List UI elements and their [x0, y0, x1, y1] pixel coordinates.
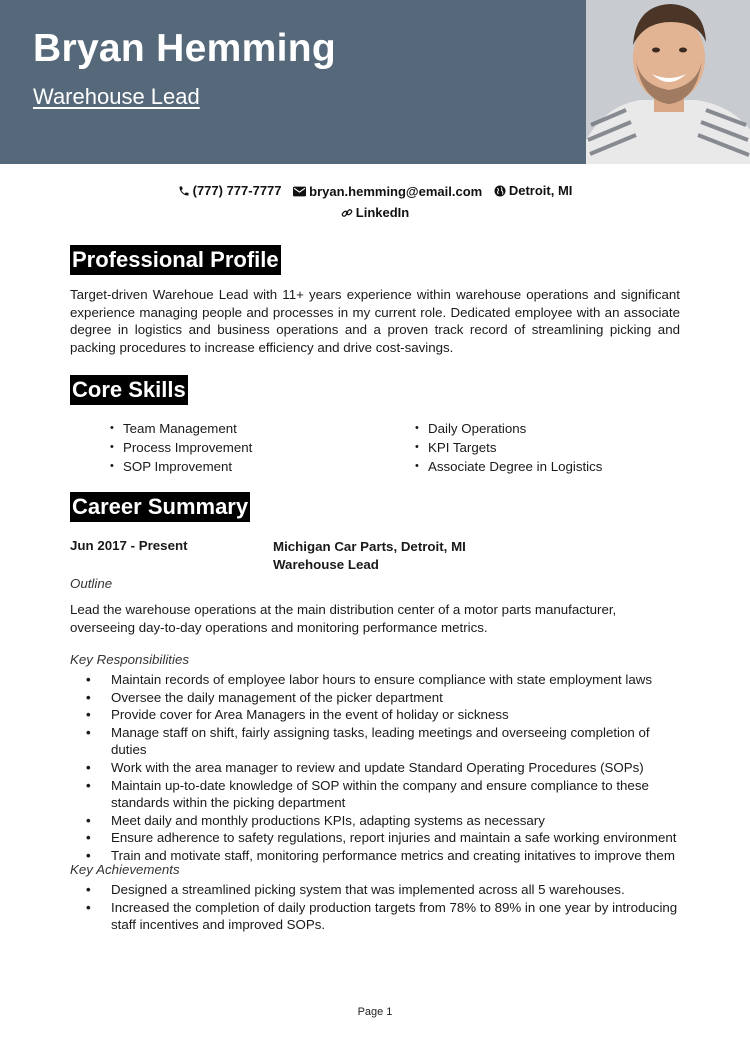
section-title-profile: Professional Profile — [70, 245, 281, 275]
list-item: • Maintain records of employee labor hours to ensure compliance with state employment laws — [86, 671, 686, 689]
skill-item: • Daily Operations — [415, 419, 602, 438]
contact-info — [0, 181, 750, 225]
outline-label: Outline — [70, 576, 113, 591]
phone-icon — [178, 185, 190, 197]
section-title-career: Career Summary — [70, 492, 250, 522]
responsibilities-label: Key Responsibilities — [70, 652, 189, 667]
job-role: Warehouse Lead — [273, 557, 379, 572]
list-item: • Designed a streamlined picking system that was implemented across all 5 warehouses. — [86, 881, 686, 899]
job-employer — [273, 538, 466, 574]
job-company-name: Michigan Car Parts, Detroit, MI — [273, 539, 466, 554]
skills-list-left — [110, 419, 252, 476]
skill-item: • Process Improvement — [110, 438, 252, 457]
skill-item: • Team Management — [110, 419, 252, 438]
linkedin-label: LinkedIn — [355, 205, 410, 220]
responsibilities-list — [86, 671, 686, 865]
list-item: • Provide cover for Area Managers in the event of holiday or sickness — [86, 706, 686, 724]
email-contact[interactable] — [293, 182, 482, 202]
profile-photo — [586, 0, 750, 164]
location-contact — [494, 181, 573, 201]
location-text: Detroit, MI — [508, 183, 573, 198]
envelope-icon — [293, 186, 306, 197]
job-dates: Jun 2017 - Present — [70, 538, 188, 553]
phone-number: (777) 777-7777 — [192, 183, 282, 198]
list-item: • Train and motivate staff, monitoring performance metrics and creating initatives to improve them — [86, 847, 686, 865]
list-item: • Oversee the daily management of the picker department — [86, 689, 686, 707]
achievements-list — [86, 881, 686, 934]
outline-text: Lead the warehouse operations at the main distribution center of a motor parts manufacturer, overseeing day-to-day operations and monitoring performance metrics. — [70, 602, 617, 635]
link-icon — [341, 207, 353, 219]
profile-text: Target-driven Warehoue Lead with 11+ years experience within warehouse operations and significant experience managing people and processes in my current role. Dedicated employee with an associate degree in logistics and business operations and a proven track record of streamlining picking and packing procedures to increase efficiency and drive cost-savings. — [70, 287, 680, 355]
candidate-name: Bryan Hemming — [33, 27, 336, 70]
list-item: • Increased the completion of daily production targets from 78% to 89% in one year by introducing staff incentives and improved SOPs. — [86, 899, 686, 934]
email-address: bryan.hemming@email.com — [309, 183, 483, 199]
phone-contact[interactable] — [178, 181, 282, 201]
list-item: • Work with the area manager to review and update Standard Operating Procedures (SOPs) — [86, 759, 686, 777]
list-item: • Ensure adherence to safety regulations, report injuries and maintain a safe working environment — [86, 829, 686, 847]
skill-item: • SOP Improvement — [110, 457, 252, 476]
skill-item: • KPI Targets — [415, 438, 602, 457]
skills-list-right — [415, 419, 602, 476]
list-item: • Meet daily and monthly productions KPIs, adapting systems as necessary — [86, 812, 686, 830]
section-title-skills: Core Skills — [70, 375, 188, 405]
skill-item: • Associate Degree in Logistics — [415, 457, 602, 476]
job-title: Warehouse Lead — [33, 84, 200, 109]
globe-icon — [494, 185, 506, 197]
list-item: • Manage staff on shift, fairly assigning tasks, leading meetings and overseeing completion of duties — [86, 724, 686, 759]
page-number: Page 1 — [357, 1006, 393, 1018]
linkedin-link[interactable] — [341, 203, 409, 223]
achievements-label: Key Achievements — [70, 862, 180, 877]
list-item: • Maintain up-to-date knowledge of SOP within the company and ensure compliance to these standards within the picking department — [86, 777, 686, 812]
